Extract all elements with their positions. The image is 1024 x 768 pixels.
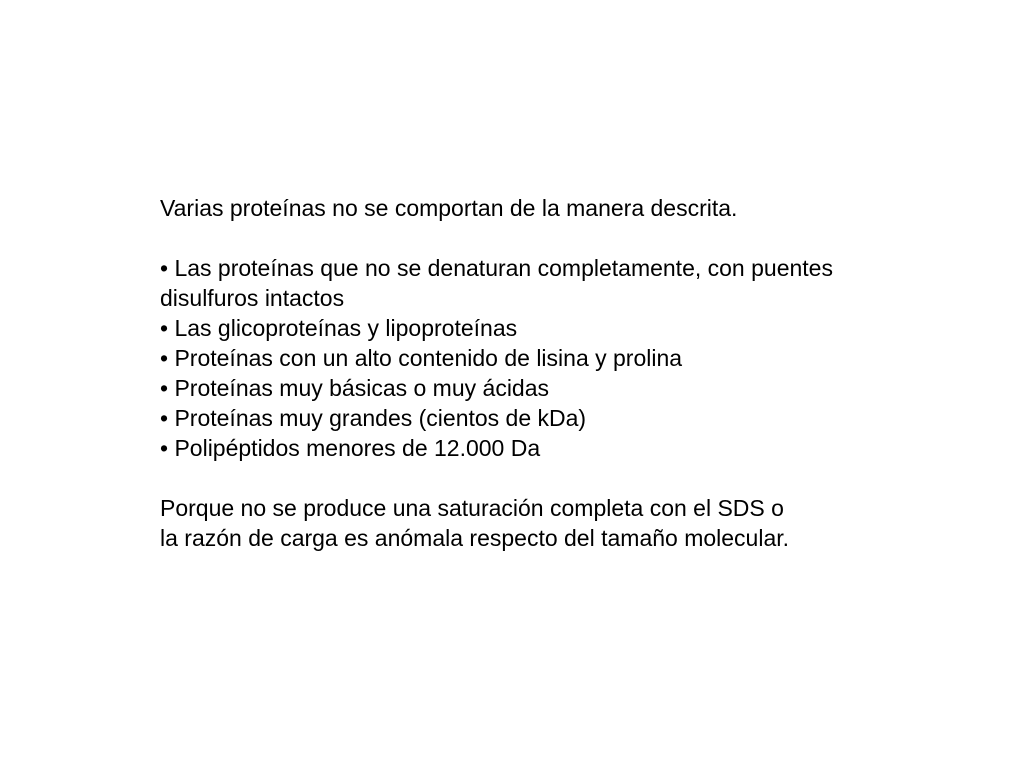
conclusion-line-1: Porque no se produce una saturación completa con el SDS o <box>160 495 784 521</box>
list-item <box>160 433 900 463</box>
bullet-symbol: • <box>160 315 175 341</box>
list-item-text: Proteínas con un alto contenido de lisina y prolina <box>174 345 683 371</box>
intro-text: Varias proteínas no se comportan de la manera descrita. <box>160 195 738 221</box>
spacer <box>160 463 900 493</box>
slide-text-body <box>160 193 900 553</box>
list-item <box>160 313 900 343</box>
list-item-text: Proteínas muy básicas o muy ácidas <box>174 375 550 401</box>
list-item-text: Polipéptidos menores de 12.000 Da <box>174 435 541 461</box>
list-item-text: Proteínas muy grandes (cientos de kDa) <box>174 405 587 431</box>
list-item <box>160 373 900 403</box>
bullet-symbol: • <box>160 375 175 401</box>
bullet-symbol: • <box>160 345 175 371</box>
list-item-text: Las proteínas que no se denaturan completamente, con puentes disulfuros intactos <box>160 255 833 311</box>
conclusion-line-2: la razón de carga es anómala respecto del tamaño molecular. <box>160 525 790 551</box>
spacer <box>160 223 900 253</box>
bullet-symbol: • <box>160 255 175 281</box>
list-item <box>160 253 900 313</box>
list-item-text: Las glicoproteínas y lipoproteínas <box>174 315 518 341</box>
bullet-symbol: • <box>160 435 175 461</box>
bullet-symbol: • <box>160 405 175 431</box>
bullet-list <box>160 253 900 463</box>
list-item <box>160 403 900 433</box>
list-item <box>160 343 900 373</box>
